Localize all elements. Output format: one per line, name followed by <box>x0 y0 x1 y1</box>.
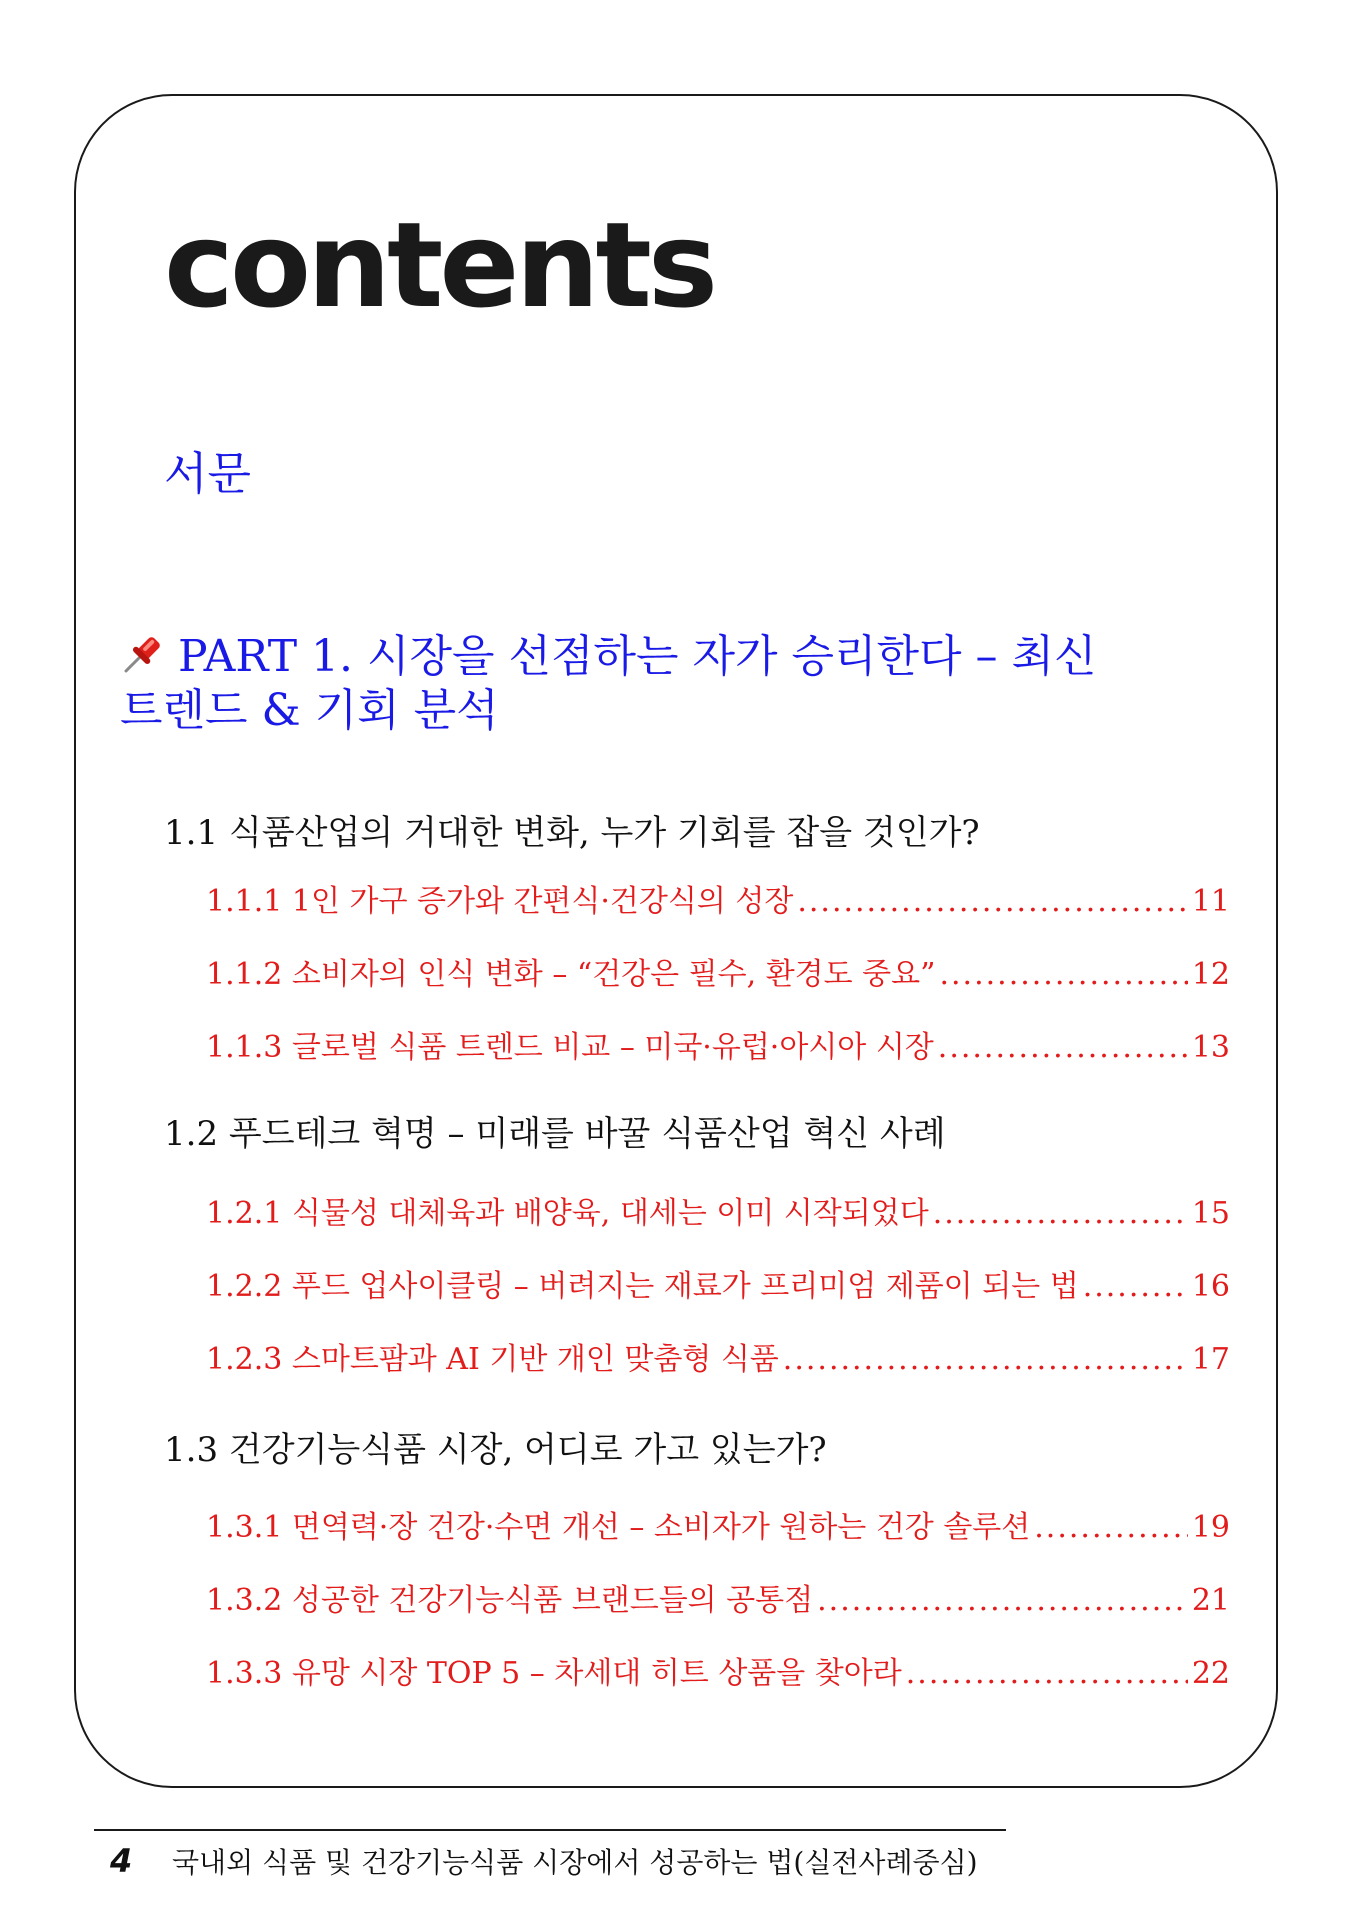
entry-page-number: 16 <box>1191 1269 1230 1304</box>
toc-entry-1-1-1[interactable] <box>206 884 1230 920</box>
entry-title: 1.1.3 글로벌 식품 트렌드 비교 – 미국·유럽·아시아 시장 <box>206 1030 934 1065</box>
dot-leader <box>1083 1269 1188 1305</box>
entry-title: 1.3.2 성공한 건강기능식품 브랜드들의 공통점 <box>206 1583 814 1618</box>
dot-leader <box>797 884 1187 920</box>
entry-title: 1.3.3 유망 시장 TOP 5 – 차세대 히트 상품을 찾아라 <box>206 1656 902 1691</box>
dot-leader <box>933 1196 1188 1232</box>
dot-leader <box>939 957 1187 993</box>
toc-section-1-1[interactable]: 1.1 식품산업의 거대한 변화, 누가 기회를 잡을 것인가? <box>164 813 980 853</box>
dot-leader <box>817 1583 1188 1619</box>
part-title: PART 1. 시장을 선점하는 자가 승리한다 – 최신 트렌드 & 기회 분석 <box>120 631 1097 736</box>
dot-leader <box>783 1342 1188 1378</box>
dot-leader <box>906 1656 1188 1692</box>
dot-leader <box>1034 1510 1188 1546</box>
entry-page-number: 13 <box>1191 1030 1230 1065</box>
entry-page-number: 11 <box>1191 884 1230 919</box>
footer-divider <box>94 1829 1006 1831</box>
entry-title: 1.3.1 면역력·장 건강·수면 개선 – 소비자가 원하는 건강 솔루션 <box>206 1510 1031 1545</box>
dot-leader <box>938 1030 1188 1066</box>
entry-title: 1.1.1 1인 가구 증가와 간편식·건강식의 성장 <box>206 884 794 919</box>
entry-page-number: 17 <box>1191 1342 1230 1377</box>
entry-title: 1.2.3 스마트팜과 AI 기반 개인 맞춤형 식품 <box>206 1342 779 1377</box>
contents-heading: contents <box>164 196 715 334</box>
toc-entry-1-2-1[interactable] <box>206 1196 1230 1232</box>
pushpin-icon <box>120 631 166 677</box>
toc-entry-1-1-3[interactable] <box>206 1030 1230 1066</box>
entry-page-number: 12 <box>1191 957 1230 992</box>
toc-entry-1-3-3[interactable] <box>206 1656 1230 1692</box>
toc-link-part-1[interactable] <box>120 630 1130 737</box>
toc-entry-1-2-3[interactable] <box>206 1342 1230 1378</box>
toc-section-1-3[interactable]: 1.3 건강기능식품 시장, 어디로 가고 있는가? <box>164 1430 827 1470</box>
toc-entry-1-1-2[interactable] <box>206 957 1230 993</box>
entry-page-number: 22 <box>1191 1656 1230 1691</box>
toc-entry-1-2-2[interactable] <box>206 1269 1230 1305</box>
entry-page-number: 15 <box>1191 1196 1230 1231</box>
toc-entry-1-3-2[interactable] <box>206 1583 1230 1619</box>
toc-entry-1-3-1[interactable] <box>206 1510 1230 1546</box>
footer-book-title: 국내외 식품 및 건강기능식품 시장에서 성공하는 법(실전사례중심) <box>172 1846 978 1879</box>
entry-page-number: 19 <box>1191 1510 1230 1545</box>
entry-title: 1.2.1 식물성 대체육과 배양육, 대세는 이미 시작되었다 <box>206 1196 929 1231</box>
footer-page-number: 4 <box>110 1842 133 1880</box>
entry-page-number: 21 <box>1191 1583 1230 1618</box>
toc-section-1-2[interactable]: 1.2 푸드테크 혁명 – 미래를 바꿀 식품산업 혁신 사례 <box>164 1114 946 1154</box>
toc-link-preface[interactable]: 서문 <box>164 447 251 500</box>
entry-title: 1.2.2 푸드 업사이클링 – 버려지는 재료가 프리미엄 제품이 되는 법 <box>206 1269 1079 1304</box>
entry-title: 1.1.2 소비자의 인식 변화 – “건강은 필수, 환경도 중요” <box>206 957 936 992</box>
